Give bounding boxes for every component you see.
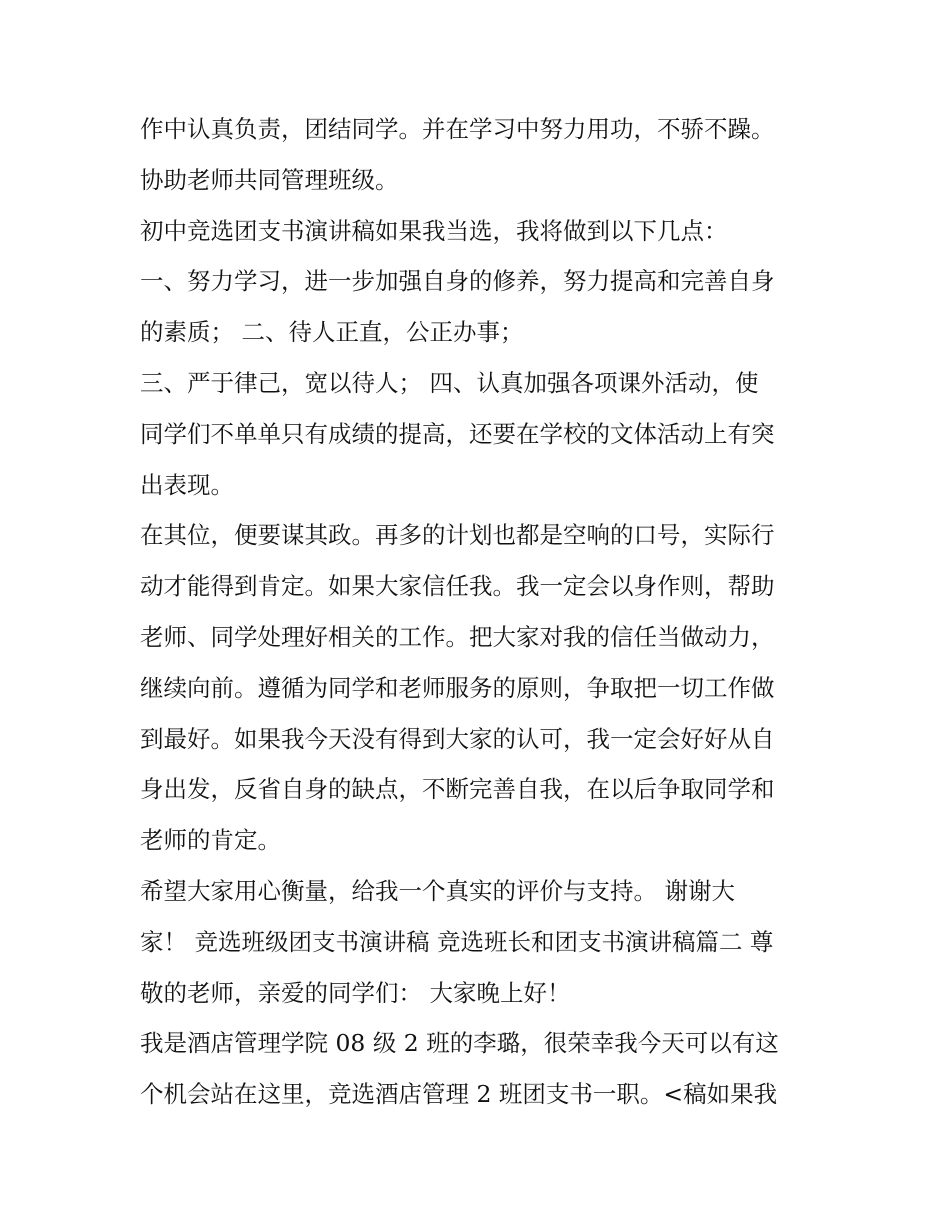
text-line: 个机会站在这里，竞选酒店管理 2 班团支书一职。<稿如果我 bbox=[140, 1080, 778, 1109]
text-line: 老师的肯定。 bbox=[140, 826, 281, 855]
text-line: 三、严于律己，宽以待人； 四、认真加强各项课外活动，使 bbox=[140, 368, 759, 397]
text-line: 到最好。如果我今天没有得到大家的认可，我一定会好好从自 bbox=[140, 724, 775, 753]
text-line: 动才能得到肯定。如果大家信任我。我一定会以身作则，帮助 bbox=[140, 572, 775, 601]
text-line: 同学们不单单只有成绩的提高，还要在学校的文体活动上有突 bbox=[140, 419, 775, 448]
text-line: 的素质； 二、待人正直，公正办事； bbox=[140, 318, 524, 347]
text-line: 协助老师共同管理班级。 bbox=[140, 165, 399, 194]
text-line: 出表现。 bbox=[140, 470, 234, 499]
text-line: 敬的老师，亲爱的同学们： 大家晚上好！ bbox=[140, 978, 571, 1007]
text-line: 身出发，反省自身的缺点，不断完善自我，在以后争取同学和 bbox=[140, 775, 775, 804]
text-line: 一、努力学习，进一步加强自身的修养，努力提高和完善自身 bbox=[140, 267, 775, 296]
text-line: 在其位，便要谋其政。再多的计划也都是空响的口号，实际行 bbox=[140, 521, 775, 550]
text-line: 初中竞选团支书演讲稿如果我当选，我将做到以下几点： bbox=[140, 216, 728, 245]
text-line: 希望大家用心衡量，给我一个真实的评价与支持。 谢谢大 bbox=[140, 876, 735, 905]
document-body bbox=[140, 104, 820, 1120]
text-line: 我是酒店管理学院 08 级 2 班的李璐，很荣幸我今天可以有这 bbox=[140, 1029, 779, 1058]
text-line: 老师、同学处理好相关的工作。把大家对我的信任当做动力， bbox=[140, 622, 775, 651]
text-line: 作中认真负责，团结同学。并在学习中努力用功，不骄不躁。 bbox=[140, 115, 775, 143]
text-line: 家！ 竞选班级团支书演讲稿 竞选班长和团支书演讲稿篇二 尊 bbox=[140, 927, 774, 956]
text-line: 继续向前。遵循为同学和老师服务的原则，争取把一切工作做 bbox=[140, 673, 775, 702]
